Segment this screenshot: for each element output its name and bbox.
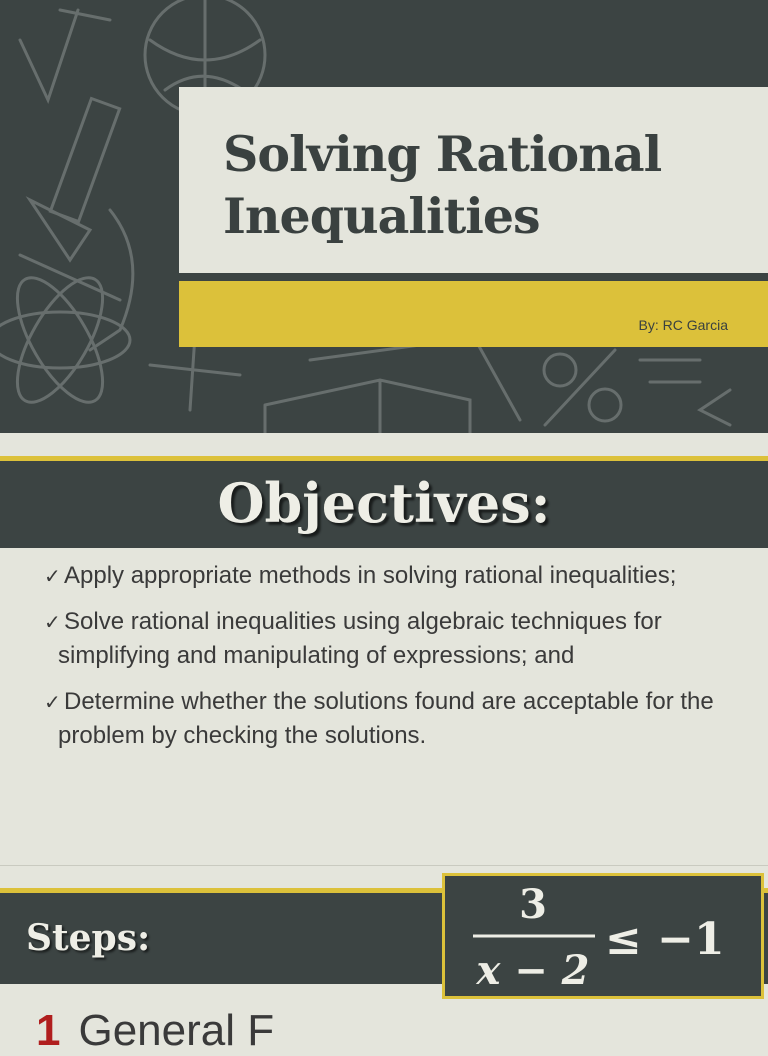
objective-item xyxy=(44,685,744,753)
title-slide xyxy=(0,0,768,433)
atom-icon xyxy=(0,265,130,414)
step-number: 1 xyxy=(36,1006,61,1055)
step-text: General F xyxy=(78,1006,275,1055)
formula-numerator: 3 xyxy=(519,881,547,928)
objectives-title: Objectives: xyxy=(217,471,551,535)
steps-slide xyxy=(0,865,768,1055)
title-line: Inequalities xyxy=(223,187,540,245)
step-item xyxy=(36,1006,274,1056)
title-line: Solving Rational xyxy=(223,125,662,183)
check-icon: ✓ xyxy=(44,610,61,634)
objective-item xyxy=(44,605,744,673)
objective-text: Determine whether the solutions found are acceptable for the problem by checking the solutions. xyxy=(58,688,714,749)
title-panel xyxy=(179,87,768,273)
formula-relation: ≤ −1 xyxy=(605,914,725,965)
formula-box xyxy=(442,873,764,999)
steps-title: Steps: xyxy=(26,917,151,959)
check-icon: ✓ xyxy=(44,564,61,588)
presentation-title xyxy=(223,123,661,247)
objective-text: Solve rational inequalities using algebraic techniques for simplifying and manipulating of expressions; and xyxy=(58,608,662,669)
objectives-list xyxy=(44,559,744,765)
check-icon: ✓ xyxy=(44,690,61,714)
author-label: By: RC Garcia xyxy=(638,317,728,333)
formula-denominator: x − 2 xyxy=(476,947,590,994)
objectives-header xyxy=(0,456,768,548)
book-icon xyxy=(265,345,470,433)
checkmark-doodle-icon xyxy=(20,10,78,100)
author-band xyxy=(179,281,768,347)
inequality-formula xyxy=(445,876,761,996)
objective-item xyxy=(44,559,744,593)
objective-text: Apply appropriate methods in solving rational inequalities; xyxy=(64,562,677,589)
percent-icon xyxy=(544,350,621,425)
objectives-slide xyxy=(0,433,768,865)
